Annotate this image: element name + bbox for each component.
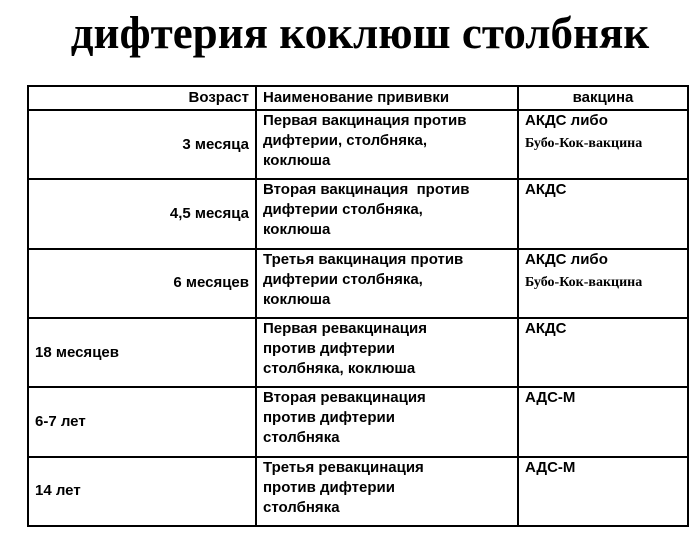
age-cell: 6-7 лет [28,387,256,456]
vaccine-cell [518,387,688,456]
page-title: дифтерия коклюш столбняк [70,8,650,58]
vaccination-name-cell [256,318,518,387]
vaccine-name: АКДС либо [525,112,608,129]
vaccine-cell [518,179,688,248]
age-cell: 6 месяцев [28,249,256,318]
age-cell: 18 месяцев [28,318,256,387]
vaccination-name-cell [256,179,518,248]
age-cell: 14 лет [28,457,256,526]
vaccination-name-line: Первая ревакцинация [263,319,427,337]
vaccine-alternative: Бубо-Кок-вакцина [525,274,643,290]
table-row [28,318,688,387]
table-row [28,249,688,318]
table-row [28,179,688,248]
vaccination-name-line: против дифтерии [263,478,395,496]
header-age: Возраст [28,86,256,110]
vaccination-name-line: Первая вакцинация против [263,112,467,129]
vaccine-name: АКДС [525,319,567,337]
table-row [28,457,688,526]
age-cell: 4,5 месяца [28,179,256,248]
vaccination-name-cell [256,387,518,456]
vaccination-name-line: столбняка [263,498,340,516]
vaccination-name-line: дифтерии столбняка, [263,201,423,219]
header-vaccination-name: Наименование прививки [256,86,518,110]
vaccination-name-line: Третья ревакцинация [263,458,424,476]
vaccine-alternative: Бубо-Кок-вакцина [525,136,643,151]
vaccine-name: АКДС либо [525,250,608,268]
vaccine-cell [518,249,688,318]
vaccination-name-line: коклюша [263,221,331,239]
age-cell: 3 месяца [28,110,256,179]
vaccination-name-line: Вторая вакцинация против [263,181,470,199]
header-vaccine: вакцина [518,86,688,110]
table-row [28,387,688,456]
vaccination-name-line: коклюша [263,152,331,169]
vaccination-name-line: против дифтерии [263,339,395,357]
table-header-row [28,86,688,110]
vaccine-cell [518,457,688,526]
table-row [28,110,688,179]
vaccine-cell [518,318,688,387]
vaccination-schedule-table [27,85,689,527]
vaccination-name-line: столбняка, коклюша [263,359,416,377]
vaccination-name-line: Третья вакцинация против [263,250,464,268]
vaccine-name: АДС-М [525,458,576,476]
vaccine-name: АДС-М [525,389,576,407]
vaccine-cell [518,110,688,179]
vaccine-name: АКДС [525,181,567,199]
vaccination-name-line: коклюша [263,290,331,308]
vaccination-name-line: дифтерии, столбняка, [263,132,428,149]
vaccination-name-line: дифтерии столбняка, [263,270,423,288]
vaccination-name-line: столбняка [263,429,340,447]
vaccination-name-cell [256,249,518,318]
vaccination-name-cell [256,110,518,179]
vaccination-name-cell [256,457,518,526]
vaccination-name-line: Вторая ревакцинация [263,389,426,407]
vaccination-name-line: против дифтерии [263,409,395,427]
